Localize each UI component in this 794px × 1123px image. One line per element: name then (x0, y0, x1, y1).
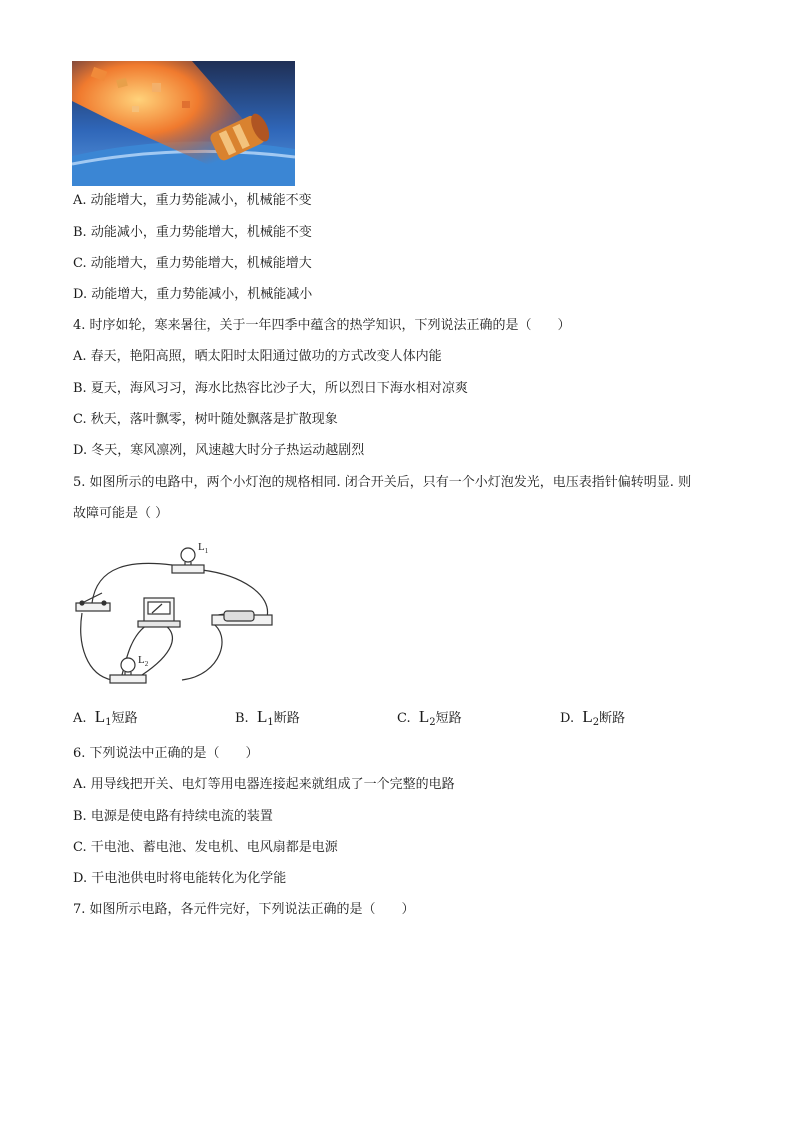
q4-option-a[interactable]: A. 春天，艳阳高照，晒太阳时太阳通过做功的方式改变人体内能 (73, 349, 442, 364)
circuit-diagram (72, 535, 282, 691)
q7-stem: 7. 如图所示电路，各元件完好，下列说法正确的是（ ） (73, 902, 415, 917)
q6-option-d[interactable]: D. 干电池供电时将电能转化为化学能 (73, 871, 287, 886)
q5-option-d[interactable]: D. $L_2$断路 (560, 707, 626, 728)
q6-option-a[interactable]: A. 用导线把开关、电灯等用电器连接起来就组成了一个完整的电路 (73, 777, 455, 792)
q5-option-b[interactable]: B. $L_1$断路 (235, 707, 300, 728)
q5-option-a[interactable]: A. $L_1$短路 (73, 707, 138, 728)
q6-option-b[interactable]: B. 电源是使电路有持续电流的装置 (73, 809, 273, 824)
space-station-reentry-image (72, 61, 295, 186)
q3-option-d[interactable]: D. 动能增大，重力势能减小，机械能减小 (73, 287, 313, 302)
label-l1: $L_1$ (198, 541, 209, 555)
voltmeter (138, 598, 180, 627)
q6-stem: 6. 下列说法中正确的是（ ） (73, 746, 259, 761)
q5-stem-line1: 5. 如图所示的电路中，两个小灯泡的规格相同. 闭合开关后，只有一个小灯泡发光，电压表指针偏转明显. 则 (73, 475, 692, 490)
q4-option-c[interactable]: C. 秋天，落叶飘零，树叶随处飘落是扩散现象 (73, 412, 338, 427)
q6-option-c[interactable]: C. 干电池、蓄电池、发电机、电风扇都是电源 (73, 840, 338, 855)
label-l2: $L_2$ (138, 654, 149, 668)
q3-option-c[interactable]: C. 动能增大，重力势能增大，机械能增大 (73, 256, 312, 271)
q4-option-d[interactable]: D. 冬天，寒风凛冽，风速越大时分子热运动越剧烈 (73, 443, 365, 458)
q4-stem: 4. 时序如轮，寒来暑往，关于一年四季中蕴含的热学知识，下列说法正确的是（ ） (73, 318, 571, 333)
q3-option-a[interactable]: A. 动能增大，重力势能减小，机械能不变 (73, 193, 312, 208)
battery (212, 611, 272, 625)
q5-stem-line2: 故障可能是（ ） (73, 506, 169, 521)
q3-option-b[interactable]: B. 动能减小，重力势能增大，机械能不变 (73, 225, 312, 240)
q4-option-b[interactable]: B. 夏天，海风习习，海水比热容比沙子大，所以烈日下海水相对凉爽 (73, 381, 468, 396)
q5-option-c[interactable]: C. $L_2$短路 (397, 707, 462, 728)
